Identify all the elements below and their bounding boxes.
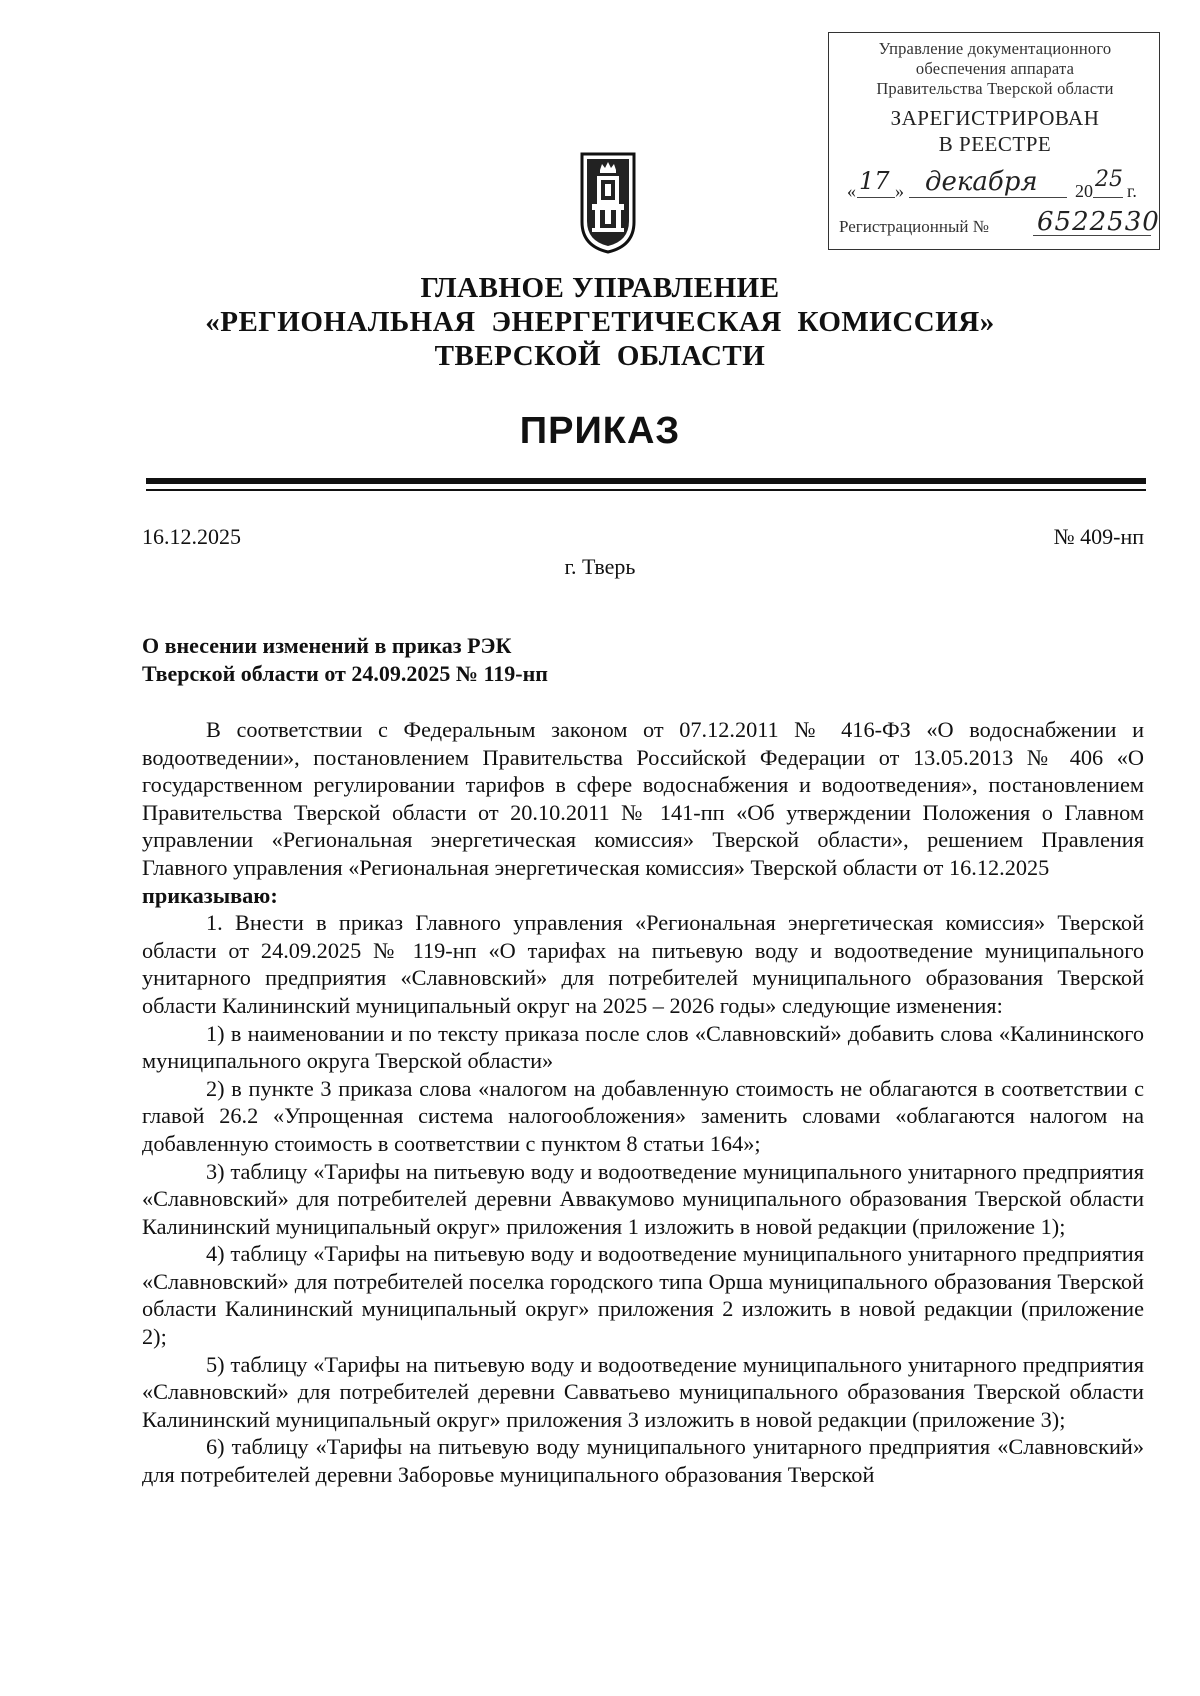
stamp-reg-underline (1033, 235, 1151, 236)
stamp-year-underline (1093, 197, 1123, 198)
subitem-3-paragraph: 3) таблицу «Тарифы на питьевую воду и водоотведение муниципального унитарного предприятия «Славновский» для потребителей деревни Аввакумово муниципального образования Тверской области Калининский муниципальный округ» приложения 1 изложить в новой редакции (приложение 1); (142, 1158, 1144, 1239)
stamp-reg-number-handwritten: 6522530 (1037, 207, 1160, 237)
stamp-date-line (837, 167, 1153, 201)
stamp-reg-label: Регистрационный № (839, 217, 989, 236)
stamp-reg-line (837, 207, 1160, 239)
preamble-paragraph: В соответствии с Федеральным законом от 07.12.2011 № 416-ФЗ «О водоснабжении и водоотведении», постановлением Правительства Российской Федерации от 13.05.2013 № 406 «О государственном регулировании тарифов в сфере водоснабжения и водоотведения», постановлением Правительства Тверской области от 20.10.2011 № 141-пп «Об утверждении Положения о Главном управлении «Региональная энергетическая комиссия» Тверской области», решением Правления Главного управления «Региональная энергетическая комиссия» Тверской области от 16.12.2025 (142, 717, 1144, 880)
stamp-dept-line1: Управление документационного (878, 39, 1112, 58)
org-name-line3: ТВЕРСКОЙ ОБЛАСТИ (434, 340, 766, 372)
subitem-6-paragraph: 6) таблицу «Тарифы на питьевую воду муниципального унитарного предприятия «Славновский» для потребителей деревни Заборовье муниципального образования Тверской (142, 1434, 1144, 1488)
item-1-paragraph: 1. Внести в приказ Главного управления «Региональная энергетическая комиссия» Тверской области от 24.09.2025 № 119-нп «О тарифах на питьевую воду и водоотведение муниципального унитарного предприятия «Славновский» для потребителей муниципального образования Тверской области Калининский муниципальный округ на 2025 – 2026 годы» следующие изменения: (142, 910, 1144, 1018)
stamp-month-underline (909, 197, 1067, 198)
subitem-1-paragraph: 1) в наименовании и по тексту приказа после слов «Славновский» добавить слова «Калининского муниципального округа Тверской области» (142, 1020, 1144, 1074)
header-divider-thin (146, 489, 1146, 491)
stamp-open-quote: « (847, 181, 856, 201)
document-date: 16.12.2025 (142, 524, 241, 549)
subitem-4-paragraph: 4) таблицу «Тарифы на питьевую воду и водоотведение муниципального унитарного предприятия «Славновский» для потребителей поселка городского типа Орша муниципального образования Тверской области Калининский муниципальный округ» приложения 2 изложить в новой редакции (приложение 2); (142, 1241, 1144, 1350)
stamp-day-underline (857, 197, 895, 198)
registration-stamp (828, 32, 1160, 250)
stamp-year-unit: г. (1127, 181, 1137, 201)
order-word: приказываю: (142, 882, 278, 908)
coat-of-arms-icon (578, 150, 638, 254)
stamp-day-handwritten: 17 (859, 167, 890, 195)
subject-line1: О внесении изменений в приказ РЭК (142, 633, 512, 658)
stamp-year-prefix: 20 (1075, 181, 1093, 201)
org-name-line1: ГЛАВНОЕ УПРАВЛЕНИЕ (420, 272, 780, 304)
stamp-in-registry: В РЕЕСТРЕ (938, 132, 1052, 156)
stamp-month-handwritten: декабря (925, 167, 1038, 197)
subitem-2-paragraph: 2) в пункте 3 приказа слова «налогом на добавленную стоимость не облагаются в соответствии с главой 26.2 «Упрощенная система налогообложения» заменить словами «облагаются налогом на добавленную стоимость в соответствии с пунктом 8 статьи 164»; (142, 1075, 1144, 1156)
document-title: ПРИКАЗ (519, 410, 681, 452)
stamp-registered: ЗАРЕГИСТРИРОВАН (890, 106, 1100, 130)
document-body (142, 716, 1144, 1489)
stamp-year-handwritten: 25 (1095, 167, 1123, 192)
document-city: г. Тверь (564, 554, 636, 579)
stamp-dept-line2: обеспечения аппарата (915, 59, 1075, 78)
document-subject (142, 632, 742, 688)
org-name-line2: «РЕГИОНАЛЬНАЯ ЭНЕРГЕТИЧЕСКАЯ КОМИССИЯ» (205, 306, 995, 338)
document-number: № 409-нп (1053, 524, 1144, 549)
subject-line2: Тверской области от 24.09.2025 № 119-нп (142, 661, 548, 686)
stamp-close-quote: » (895, 181, 904, 201)
subitem-5-paragraph: 5) таблицу «Тарифы на питьевую воду и водоотведение муниципального унитарного предприятия «Славновский» для потребителей деревни Савватьево муниципального образования Тверской области Калининский муниципальный округ» приложения 3 изложить в новой редакции (приложение 3); (142, 1351, 1144, 1432)
header-divider-thick (146, 478, 1146, 484)
stamp-dept-line3: Правительства Тверской области (876, 79, 1114, 98)
